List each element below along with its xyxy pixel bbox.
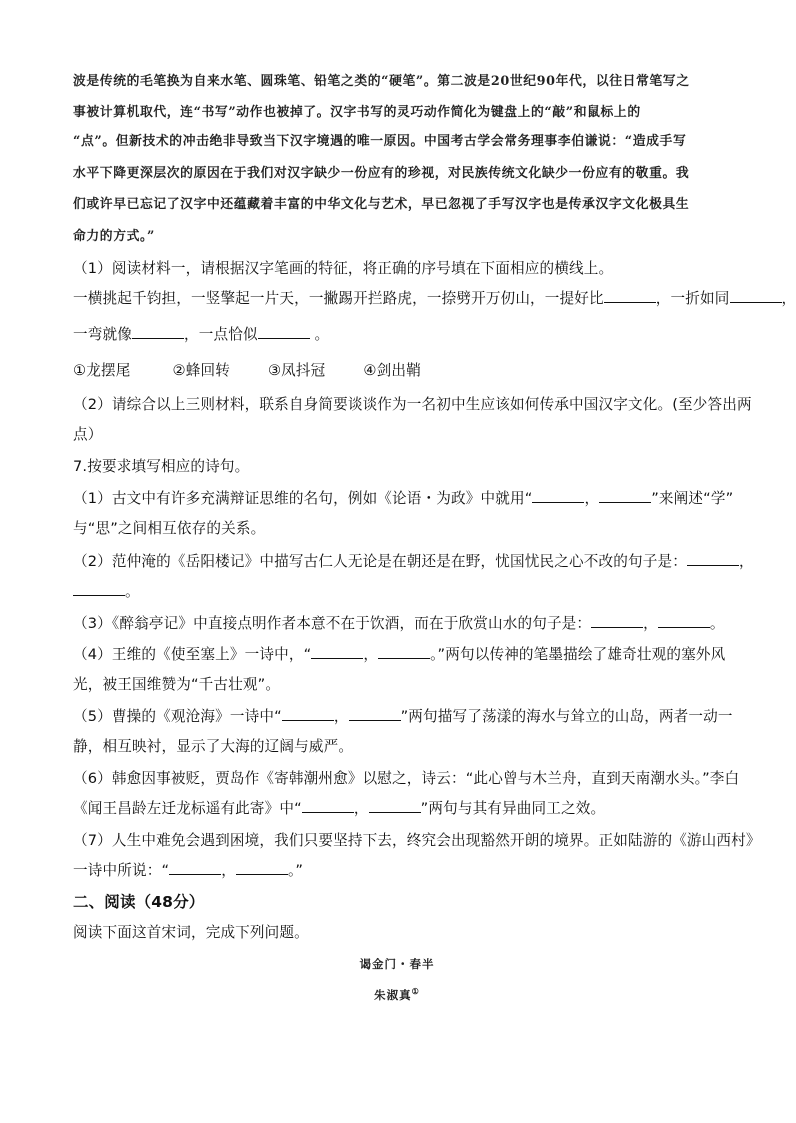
section-heading: 二、阅读（48分） [73, 893, 205, 911]
answer-blank[interactable] [591, 612, 643, 628]
material-line-2: 事被计算机取代，连“书写”动作也被掉了。汉字书写的灵巧动作简化为键盘上的“敲”和鼠标上的 [73, 105, 641, 120]
poem-author: 朱淑真 [374, 987, 412, 1002]
q7-4-line2: 光，被王国维赞为“千古壮观”。 [73, 676, 281, 693]
q6-1-prompt: （1）阅读材料一，请根据汉字笔画的特征，将正确的序号填在下面相应的横线上。 [73, 260, 614, 277]
material-line-4: 水平下降更深层次的原因在于我们对汉字缺少一份应有的珍视，对民族传统文化缺少一份应有的敬重。我 [73, 166, 690, 181]
answer-blank[interactable] [687, 550, 739, 566]
q6-2-line1: （2）请综合以上三则材料，联系自身简要谈谈作为一名初中生应该如何传承中国汉字文化。(至少答出两 [73, 396, 752, 413]
q7-4-line1: （4）王维的《使至塞上》一诗中，“ ， 。”两句以传神的笔墨描绘了雄奇壮观的塞外风 [73, 643, 725, 664]
answer-blank[interactable] [378, 643, 430, 659]
option-3: ③凤抖冠 [267, 362, 326, 379]
material-line-5: 们或许早已忘记了汉字中还蕴藏着丰富的中华文化与艺术，早已忽视了手写汉字也是传承汉字文化极具生 [73, 197, 690, 212]
answer-blank[interactable] [73, 580, 125, 596]
answer-blank[interactable] [282, 705, 334, 721]
q7-3-line: （3）《醉翁亭记》中直接点明作者本意不在于饮酒，而在于欣赏山水的句子是： ， 。 [73, 612, 725, 633]
q6-1-line1: 一横挑起千钧担，一竖擎起一片天，一撇踢开拦路虎，一捺劈开万仞山，一提好比 ，一折如同 ， [73, 287, 796, 308]
q6-1-options [73, 359, 421, 380]
material-line-1: 波是传统的毛笔换为自来水笔、圆珠笔、铅笔之类的“硬笔”。第二波是20世纪90年代，以往日常笔写之 [73, 74, 690, 89]
q7-7-line1: （7）人生中难免会遇到困境，我们只要坚持下去，终究会出现豁然开朗的境界。正如陆游的《游山西村》 [73, 832, 761, 849]
answer-blank[interactable] [169, 859, 221, 875]
q7-7-line2: 一诗中所说：“ ， 。” [73, 859, 303, 880]
q7-5-line1: （5）曹操的《观沧海》一诗中“ ， ”两句描写了荡漾的海水与耸立的山岛，两者一动一 [73, 705, 733, 726]
answer-blank[interactable] [258, 323, 310, 339]
option-1: ①龙摆尾 [73, 362, 131, 379]
q7-2-line2: 。 [73, 580, 140, 601]
poem-author-line [0, 986, 794, 1003]
option-2: ②蜂回转 [172, 362, 230, 379]
q7-title: 7.按要求填写相应的诗句。 [73, 458, 250, 475]
answer-blank[interactable] [349, 705, 401, 721]
q7-2-line1: （2）范仲淹的《岳阳楼记》中描写古仁人无论是在朝还是在野，忧国忧民之心不改的句子是： ， [73, 550, 754, 571]
option-4: ④剑出鞘 [363, 362, 421, 379]
q6-1-line2: 一弯就像 ，一点恰似 。 [73, 323, 329, 344]
answer-blank[interactable] [532, 487, 584, 503]
poem-title: 谒金门・春半 [359, 957, 435, 971]
q7-6-line2: 《闻王昌龄左迁龙标遥有此寄》中“ ， ”两句与其有异曲同工之效。 [73, 797, 605, 818]
q7-1-line2: 与“思”之间相互依存的关系。 [73, 520, 266, 537]
answer-blank[interactable] [369, 797, 421, 813]
section-intro: 阅读下面这首宋词，完成下列问题。 [73, 924, 309, 941]
answer-blank[interactable] [730, 287, 782, 303]
answer-blank[interactable] [311, 643, 363, 659]
footnote-mark: ① [411, 986, 420, 996]
answer-blank[interactable] [604, 287, 656, 303]
q7-5-line2: 静，相互映衬，显示了大海的辽阔与威严。 [73, 738, 354, 755]
material-line-6: 命力的方式。” [73, 229, 155, 244]
q7-1-line1: （1）古文中有许多充满辩证思维的名句，例如《论语・为政》中就用“ ， ”来阐述“学” [73, 487, 733, 508]
answer-blank[interactable] [599, 487, 651, 503]
q6-2-line2: 点） [73, 426, 103, 443]
answer-blank[interactable] [236, 859, 288, 875]
q7-6-line1: （6）韩愈因事被贬，贾岛作《寄韩潮州愈》以慰之，诗云：“此心曾与木兰舟，直到天南潮水头。”李白 [73, 770, 740, 787]
material-line-3: “点”。但新技术的冲击绝非导致当下汉字境遇的唯一原因。中国考古学会常务理事李伯谦说：“造成手写 [73, 134, 687, 149]
answer-blank[interactable] [302, 797, 354, 813]
answer-blank[interactable] [658, 612, 710, 628]
answer-blank[interactable] [132, 323, 184, 339]
